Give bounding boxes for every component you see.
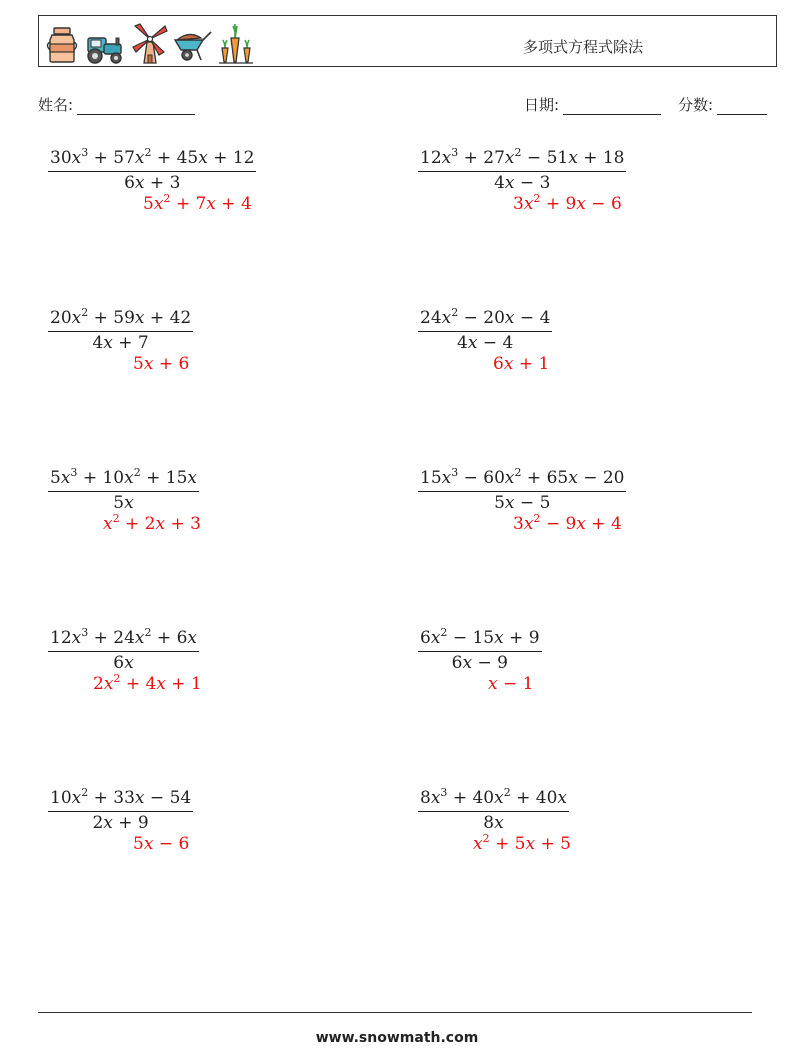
problem-8 [418, 628, 542, 694]
fraction [48, 308, 193, 353]
date-field [524, 94, 661, 115]
fraction [418, 148, 626, 193]
denominator: 6x + 3 [124, 173, 181, 193]
wheelbarrow-icon [173, 28, 213, 64]
numerator: $5x^3 + 10x^2 + 15x$ [48, 468, 199, 492]
tractor-icon [83, 32, 127, 64]
denominator: 5x − 5 [494, 493, 551, 513]
date-label: 日期: [524, 96, 560, 114]
fraction [418, 468, 626, 513]
answer: $x^2 + 2x + 3$ [103, 512, 201, 534]
denominator: 6x [113, 653, 134, 673]
fraction [48, 788, 193, 833]
problem-6 [418, 468, 626, 534]
denominator: 4x − 3 [494, 173, 551, 193]
score-blank[interactable] [717, 99, 767, 115]
problem-1 [48, 148, 256, 214]
denominator: 8x [483, 813, 504, 833]
milk-can-icon [45, 26, 79, 64]
numerator: $30x^3 + 57x^2 + 45x + 12$ [48, 148, 256, 172]
denominator: 6x − 9 [451, 653, 508, 673]
worksheet-header [38, 15, 777, 67]
windmill-icon [131, 22, 169, 64]
problem-2 [418, 148, 626, 214]
denominator: 2x + 9 [92, 813, 149, 833]
answer: $2x^2 + 4x + 1$ [93, 672, 202, 694]
problem-10 [418, 788, 571, 854]
score-label: 分数: [678, 96, 714, 114]
problem-5 [48, 468, 201, 534]
name-field [38, 94, 195, 115]
numerator: $6x^2 - 15x + 9$ [418, 628, 542, 652]
denominator: 4x + 7 [92, 333, 149, 353]
fraction [48, 628, 199, 673]
numerator: $12x^3 + 24x^2 + 6x$ [48, 628, 199, 652]
numerator: $24x^2 - 20x - 4$ [418, 308, 552, 332]
answer: 6x + 1 [493, 354, 550, 374]
problem-3 [48, 308, 193, 374]
denominator: 5x [113, 493, 134, 513]
numerator: $8x^3 + 40x^2 + 40x$ [418, 788, 569, 812]
fraction [418, 308, 552, 353]
name-label: 姓名: [38, 96, 74, 114]
score-field [678, 94, 767, 115]
numerator: $20x^2 + 59x + 42$ [48, 308, 193, 332]
problem-7 [48, 628, 202, 694]
footer-divider [38, 1012, 752, 1013]
fraction [48, 148, 256, 193]
answer: $3x^2 + 9x - 6$ [513, 192, 622, 214]
answer: x − 1 [488, 674, 534, 694]
numerator: $10x^2 + 33x - 54$ [48, 788, 193, 812]
fraction [48, 468, 199, 513]
worksheet-title: 多项式方程式除法 [523, 38, 644, 56]
problem-9 [48, 788, 193, 854]
numerator: $12x^3 + 27x^2 - 51x + 18$ [418, 148, 626, 172]
problem-4 [418, 308, 552, 374]
date-blank[interactable] [563, 99, 661, 115]
carrots-icon [217, 22, 255, 64]
answer: $5x^2 + 7x + 4$ [143, 192, 252, 214]
fraction [418, 788, 569, 833]
answer: 5x − 6 [133, 834, 190, 854]
answer: $x^2 + 5x + 5$ [473, 832, 571, 854]
denominator: 4x − 4 [457, 333, 514, 353]
header-icons [45, 20, 255, 64]
answer: $3x^2 - 9x + 4$ [513, 512, 622, 534]
answer: 5x + 6 [133, 354, 190, 374]
footer-website: www.snowmath.com [315, 1030, 479, 1046]
fraction [418, 628, 542, 673]
name-blank[interactable] [77, 99, 195, 115]
numerator: $15x^3 - 60x^2 + 65x - 20$ [418, 468, 626, 492]
